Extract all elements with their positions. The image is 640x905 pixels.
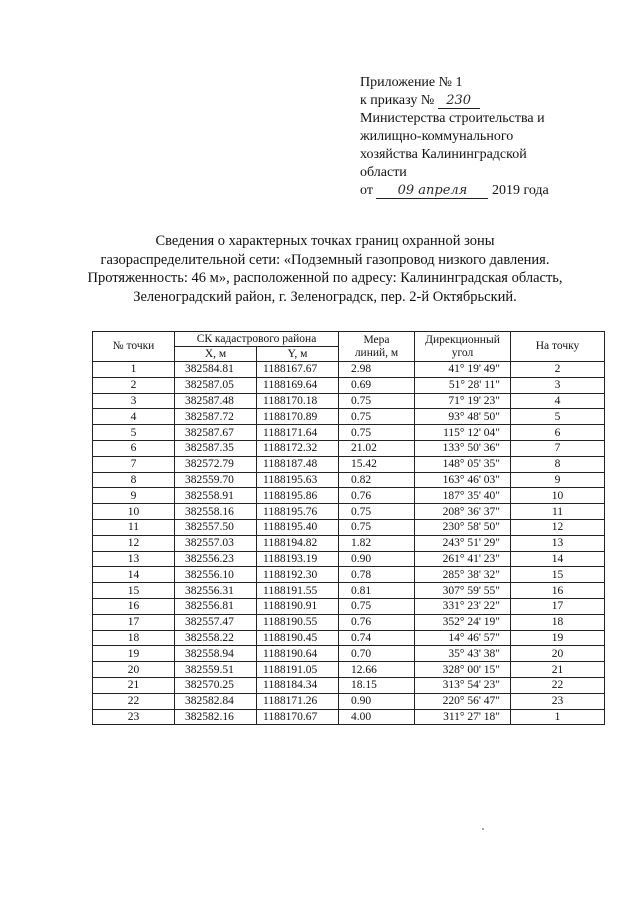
cell-line-measure: 0.75	[339, 519, 415, 535]
cell-point-number: 8	[93, 472, 175, 488]
table-row	[93, 567, 605, 583]
cell-line-measure: 12.66	[339, 662, 415, 678]
cell-to-point: 20	[511, 646, 605, 662]
cell-y: 1188195.76	[257, 504, 339, 520]
cell-point-number: 1	[93, 362, 175, 378]
cell-y: 1188184.34	[257, 677, 339, 693]
cell-to-point: 14	[511, 551, 605, 567]
cell-line-measure: 0.82	[339, 472, 415, 488]
header-measure-line-1: Мера	[363, 333, 390, 346]
cell-x: 382587.05	[175, 377, 257, 393]
table-row	[93, 425, 605, 441]
cell-point-number: 14	[93, 567, 175, 583]
cell-to-point: 17	[511, 598, 605, 614]
cell-y: 1188190.64	[257, 646, 339, 662]
cell-to-point: 21	[511, 662, 605, 678]
cell-line-measure: 0.75	[339, 504, 415, 520]
cell-y: 1188192.30	[257, 567, 339, 583]
cell-to-point: 23	[511, 693, 605, 709]
cell-to-point: 12	[511, 519, 605, 535]
boundary-points-table	[92, 331, 605, 725]
cell-y: 1188190.91	[257, 598, 339, 614]
header-to-point: На точку	[511, 332, 605, 362]
order-prefix: к приказу №	[360, 93, 435, 108]
cell-direction-angle: 307° 59' 55"	[415, 583, 511, 599]
cell-x: 382584.81	[175, 362, 257, 378]
cell-y: 1188195.40	[257, 519, 339, 535]
handwritten-order-number: 230	[438, 94, 480, 109]
cell-to-point: 11	[511, 504, 605, 520]
cell-x: 382556.10	[175, 567, 257, 583]
table-body	[93, 362, 605, 725]
cell-to-point: 4	[511, 393, 605, 409]
table-row	[93, 504, 605, 520]
table-row	[93, 662, 605, 678]
cell-direction-angle: 243° 51' 29"	[415, 535, 511, 551]
table-row	[93, 677, 605, 693]
order-reference	[360, 92, 600, 110]
cell-line-measure: 2.98	[339, 362, 415, 378]
cell-y: 1188191.55	[257, 583, 339, 599]
table-row	[93, 362, 605, 378]
cell-line-measure: 0.78	[339, 567, 415, 583]
cell-direction-angle: 208° 36' 37"	[415, 504, 511, 520]
appendix-heading: Приложение № 1	[360, 75, 463, 90]
cell-y: 1188170.18	[257, 393, 339, 409]
cell-x: 382587.48	[175, 393, 257, 409]
cell-y: 1188195.86	[257, 488, 339, 504]
cell-to-point: 6	[511, 425, 605, 441]
cell-to-point: 15	[511, 567, 605, 583]
table-row	[93, 551, 605, 567]
cell-direction-angle: 93° 48' 50"	[415, 409, 511, 425]
cell-x: 382558.94	[175, 646, 257, 662]
cell-point-number: 3	[93, 393, 175, 409]
cell-x: 382572.79	[175, 456, 257, 472]
header-direction-angle	[415, 332, 511, 362]
cell-x: 382570.25	[175, 677, 257, 693]
date-prefix: от	[360, 183, 373, 198]
table-row	[93, 693, 605, 709]
cell-x: 382557.03	[175, 535, 257, 551]
header-measure-line-2: линий, м	[354, 346, 399, 359]
ministry-line-2: жилищно-коммунального	[360, 129, 514, 144]
cell-line-measure: 0.90	[339, 693, 415, 709]
cell-y: 1188171.64	[257, 425, 339, 441]
title-line-4: Зеленоградский район, г. Зеленоградск, пер. 2-й Октябрьский.	[133, 288, 517, 305]
table-row	[93, 646, 605, 662]
handwritten-date: 09 апреля	[376, 184, 488, 199]
cell-direction-angle: 148° 05' 35"	[415, 456, 511, 472]
cell-line-measure: 15.42	[339, 456, 415, 472]
cell-line-measure: 0.74	[339, 630, 415, 646]
cell-x: 382556.31	[175, 583, 257, 599]
cell-point-number: 17	[93, 614, 175, 630]
cell-x: 382558.16	[175, 504, 257, 520]
cell-direction-angle: 51° 28' 11"	[415, 377, 511, 393]
cell-y: 1188191.05	[257, 662, 339, 678]
cell-y: 1188169.64	[257, 377, 339, 393]
cell-direction-angle: 311° 27' 18"	[415, 709, 511, 725]
cell-y: 1188195.63	[257, 472, 339, 488]
cell-y: 1188167.67	[257, 362, 339, 378]
table-header-row	[93, 332, 605, 347]
cell-line-measure: 1.82	[339, 535, 415, 551]
cell-point-number: 11	[93, 519, 175, 535]
scan-speck	[482, 828, 484, 830]
cell-line-measure: 0.69	[339, 377, 415, 393]
cell-direction-angle: 163° 46' 03"	[415, 472, 511, 488]
cell-line-measure: 0.75	[339, 425, 415, 441]
cell-point-number: 20	[93, 662, 175, 678]
table-row	[93, 535, 605, 551]
title-line-1: Сведения о характерных точках границ охранной зоны	[155, 233, 495, 249]
cell-line-measure: 18.15	[339, 677, 415, 693]
cell-x: 382559.70	[175, 472, 257, 488]
cell-to-point: 10	[511, 488, 605, 504]
table-row	[93, 409, 605, 425]
cell-line-measure: 0.81	[339, 583, 415, 599]
cell-point-number: 7	[93, 456, 175, 472]
table-row	[93, 614, 605, 630]
cell-point-number: 18	[93, 630, 175, 646]
cell-to-point: 3	[511, 377, 605, 393]
cell-y: 1188171.26	[257, 693, 339, 709]
cell-line-measure: 0.76	[339, 614, 415, 630]
cell-y: 1188193.19	[257, 551, 339, 567]
cell-point-number: 13	[93, 551, 175, 567]
cell-direction-angle: 133° 50' 36"	[415, 440, 511, 456]
cell-to-point: 5	[511, 409, 605, 425]
cell-direction-angle: 261° 41' 23"	[415, 551, 511, 567]
cell-x: 382587.35	[175, 440, 257, 456]
document-title	[60, 232, 590, 306]
cell-to-point: 16	[511, 583, 605, 599]
cell-x: 382557.47	[175, 614, 257, 630]
cell-x: 382582.84	[175, 693, 257, 709]
cell-point-number: 16	[93, 598, 175, 614]
cell-y: 1188194.82	[257, 535, 339, 551]
cell-direction-angle: 115° 12' 04"	[415, 425, 511, 441]
table-row	[93, 630, 605, 646]
table-row	[93, 598, 605, 614]
cell-line-measure: 0.75	[339, 409, 415, 425]
cell-x: 382587.67	[175, 425, 257, 441]
cell-line-measure: 0.70	[339, 646, 415, 662]
cell-direction-angle: 313° 54' 23"	[415, 677, 511, 693]
header-angle-line-2: угол	[451, 346, 474, 359]
table-row	[93, 488, 605, 504]
cell-line-measure: 0.90	[339, 551, 415, 567]
cell-direction-angle: 285° 38' 32"	[415, 567, 511, 583]
cell-x: 382558.22	[175, 630, 257, 646]
table-row	[93, 456, 605, 472]
cell-direction-angle: 230° 58' 50"	[415, 519, 511, 535]
cell-point-number: 6	[93, 440, 175, 456]
cell-line-measure: 21.02	[339, 440, 415, 456]
table-row	[93, 472, 605, 488]
cell-x: 382558.91	[175, 488, 257, 504]
cell-to-point: 22	[511, 677, 605, 693]
ministry-line-4: области	[360, 165, 407, 180]
cell-to-point: 7	[511, 440, 605, 456]
cell-to-point: 19	[511, 630, 605, 646]
cell-point-number: 2	[93, 377, 175, 393]
cell-y: 1188170.67	[257, 709, 339, 725]
cell-point-number: 19	[93, 646, 175, 662]
cell-y: 1188190.45	[257, 630, 339, 646]
header-x: X, м	[175, 347, 257, 362]
cell-x: 382559.51	[175, 662, 257, 678]
table-row	[93, 709, 605, 725]
cell-y: 1188172.32	[257, 440, 339, 456]
cell-x: 382556.23	[175, 551, 257, 567]
cell-point-number: 10	[93, 504, 175, 520]
cell-point-number: 5	[93, 425, 175, 441]
cell-direction-angle: 41° 19' 49"	[415, 362, 511, 378]
cell-to-point: 8	[511, 456, 605, 472]
cell-direction-angle: 14° 46' 57"	[415, 630, 511, 646]
cell-direction-angle: 331° 23' 22"	[415, 598, 511, 614]
table-row	[93, 519, 605, 535]
cell-point-number: 15	[93, 583, 175, 599]
ministry-line-1: Министерства строительства и	[360, 111, 545, 126]
cell-x: 382557.50	[175, 519, 257, 535]
table-row	[93, 393, 605, 409]
cell-y: 1188187.48	[257, 456, 339, 472]
cell-line-measure: 0.75	[339, 598, 415, 614]
cell-point-number: 4	[93, 409, 175, 425]
ministry-line-3: хозяйства Калининградской	[360, 147, 527, 162]
cell-point-number: 12	[93, 535, 175, 551]
cell-to-point: 18	[511, 614, 605, 630]
cell-to-point: 9	[511, 472, 605, 488]
cell-line-measure: 4.00	[339, 709, 415, 725]
cell-line-measure: 0.75	[339, 393, 415, 409]
cell-x: 382556.81	[175, 598, 257, 614]
cell-point-number: 22	[93, 693, 175, 709]
title-line-2: газораспределительной сети: «Подземный газопровод низкого давления.	[100, 251, 550, 268]
cell-direction-angle: 187° 35' 40"	[415, 488, 511, 504]
cell-point-number: 23	[93, 709, 175, 725]
table-row	[93, 440, 605, 456]
cell-x: 382582.16	[175, 709, 257, 725]
header-line-measure	[339, 332, 415, 362]
cell-y: 1188170.89	[257, 409, 339, 425]
appendix-block	[360, 74, 600, 200]
title-line-3: Протяженность: 46 м», расположенной по адресу: Калининградская область,	[87, 270, 563, 286]
header-point-number: № точки	[93, 332, 175, 362]
table-row	[93, 583, 605, 599]
cell-x: 382587.72	[175, 409, 257, 425]
table-row	[93, 377, 605, 393]
cell-to-point: 1	[511, 709, 605, 725]
cell-line-measure: 0.76	[339, 488, 415, 504]
cell-direction-angle: 220° 56' 47"	[415, 693, 511, 709]
cell-point-number: 9	[93, 488, 175, 504]
header-y: Y, м	[257, 347, 339, 362]
cell-direction-angle: 71° 19' 23"	[415, 393, 511, 409]
header-angle-line-1: Дирекционный	[425, 333, 500, 346]
cell-to-point: 2	[511, 362, 605, 378]
cell-direction-angle: 352° 24' 19"	[415, 614, 511, 630]
cell-y: 1188190.55	[257, 614, 339, 630]
cell-point-number: 21	[93, 677, 175, 693]
date-suffix: 2019 года	[491, 183, 549, 198]
cell-direction-angle: 328° 00' 15"	[415, 662, 511, 678]
cell-to-point: 13	[511, 535, 605, 551]
cell-direction-angle: 35° 43' 38"	[415, 646, 511, 662]
header-cadastral-system: СК кадастрового района	[175, 332, 339, 347]
order-date	[360, 182, 600, 200]
